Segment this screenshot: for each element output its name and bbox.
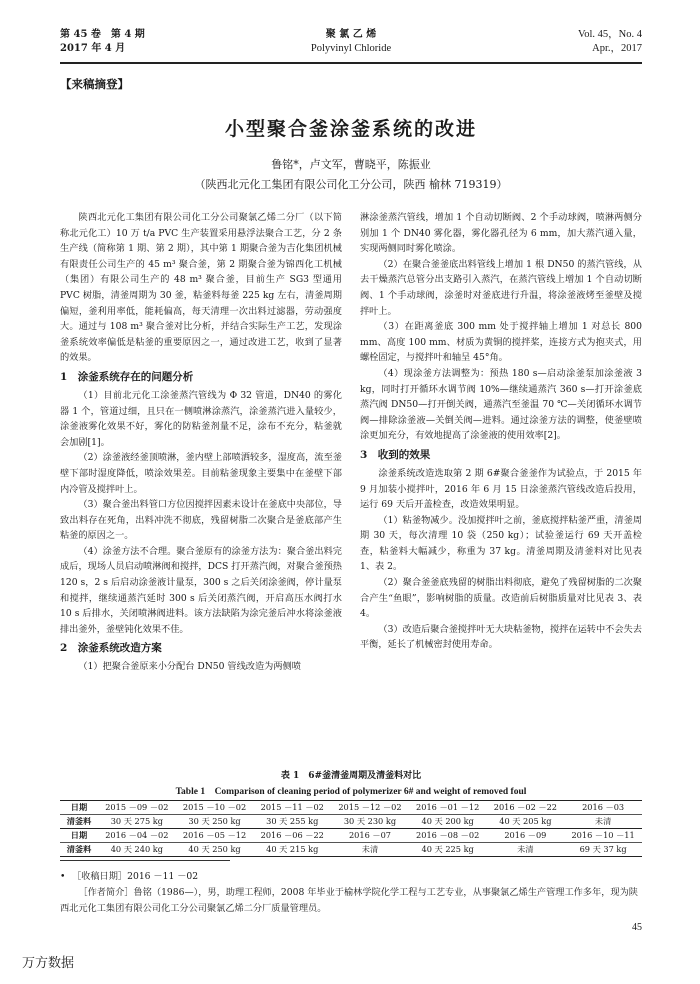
table-cell: 30 天 255 kg bbox=[253, 815, 331, 829]
table-cell: 未清 bbox=[564, 815, 642, 829]
running-header bbox=[60, 28, 642, 64]
section-heading-3: 3 收到的效果 bbox=[360, 448, 431, 461]
received-text: ［收稿日期］2016 －11 －02 bbox=[72, 871, 199, 882]
table-cell: 未清 bbox=[487, 843, 565, 857]
table-cell: 40 天 215 kg bbox=[253, 843, 331, 857]
article-affiliation: （陕西北元化工集团有限公司化工分公司，陕西 榆林 719319） bbox=[194, 178, 508, 191]
table-cell: 30 天 230 kg bbox=[331, 815, 409, 829]
footnote bbox=[60, 860, 642, 917]
header-center bbox=[60, 28, 642, 56]
table-cell: 2016 －10 －11 bbox=[564, 829, 642, 843]
table-cell: 2016 －06 －22 bbox=[253, 829, 331, 843]
cleaning-table bbox=[60, 800, 642, 857]
volume-en: Vol. 45，No. 4 bbox=[578, 29, 642, 40]
table-cell: 2016 －09 bbox=[487, 829, 565, 843]
table-cell: 2016 －08 －02 bbox=[409, 829, 487, 843]
row-label-weight: 清釜料 bbox=[60, 815, 98, 829]
table-cell: 2016 －04 －02 bbox=[98, 829, 176, 843]
article-authors: 鲁铭*，卢文军，曹晓平，陈振业 bbox=[271, 158, 431, 171]
table-cell: 40 天 250 kg bbox=[176, 843, 254, 857]
row-label-date: 日期 bbox=[60, 829, 98, 843]
table-cell: 30 天 275 kg bbox=[98, 815, 176, 829]
page-number: 45 bbox=[632, 922, 642, 933]
table-cell: 2015 －10 －02 bbox=[176, 801, 254, 815]
table-caption-en: Table 1 Comparison of cleaning period of polymerizer 6# and weight of removed foul bbox=[175, 787, 527, 797]
table-row bbox=[60, 829, 642, 843]
table-cell: 40 天 225 kg bbox=[409, 843, 487, 857]
header-right bbox=[578, 28, 642, 56]
volume-issue: 第 45 卷 第 4 期 bbox=[60, 29, 145, 40]
table-cell: 未清 bbox=[331, 843, 409, 857]
paragraph: （4）现涂釜方法调整为：预热 180 s—启动涂釜泵加涂釜液 3 kg，同时打开循环水调节阀 10%—继续通蒸汽 360 s—打开涂釜底蒸汽阀 DN50—打开倒关阀，通蒸汽至釜温 70 ℃—关闭循环水调节阀—排除涂釜液—关倒关阀—进料。通过涂釜方法的调整，使釜壁喷涂更加充分，有效地提高了涂釜液的使用效率[2]。 bbox=[360, 367, 642, 442]
left-column bbox=[60, 210, 342, 675]
table-cell: 40 天 240 kg bbox=[98, 843, 176, 857]
table-cell: 2015 －11 －02 bbox=[253, 801, 331, 815]
table-cell: 2016 －03 bbox=[564, 801, 642, 815]
bullet-icon: • bbox=[60, 871, 66, 882]
author-bio: ［作者简介］鲁铭（1986—），男，助理工程师，2008 年毕业于榆林学院化学工程与工艺专业，从事聚氯乙烯生产管理工作多年，现为陕西北元化工集团有限公司化工分公司聚氯乙烯二分厂质量管理员。 bbox=[60, 887, 638, 914]
footnote-rule bbox=[60, 860, 230, 861]
section-heading-1: 1 涂釜系统存在的问题分析 bbox=[60, 370, 194, 383]
table-cell: 2016 －02 －22 bbox=[487, 801, 565, 815]
paragraph: （2）涂釜液经釜顶喷淋，釜内壁上部喷洒较多，湿度高，流至釜壁下部时湿度降低，喷涂效果差。目前粘釜现象主要集中在釜壁下部内冷管及搅拌叶上。 bbox=[60, 452, 342, 495]
table-row bbox=[60, 801, 642, 815]
table-cell: 2015 －09 －02 bbox=[98, 801, 176, 815]
received-date bbox=[60, 869, 642, 885]
table-cell: 2016 －07 bbox=[331, 829, 409, 843]
right-column bbox=[360, 210, 642, 653]
section-tag: 【来稿摘登】 bbox=[60, 77, 129, 91]
table-cell: 40 天 200 kg bbox=[409, 815, 487, 829]
table-row bbox=[60, 843, 642, 857]
table-cell: 2016 －05 －12 bbox=[176, 829, 254, 843]
header-rule bbox=[60, 62, 642, 64]
table-cell: 2015 －12 －02 bbox=[331, 801, 409, 815]
paragraph: （3）在距离釜底 300 mm 处于搅拌轴上增加 1 对总长 800 mm、高度 100 mm、材质为黄铜的搅拌桨，连接方式为抱夹式，用螺栓固定，与搅拌叶和轴呈 45°角。 bbox=[360, 321, 642, 364]
table-caption-cn: 表 1 6#釜清釜周期及清釜料对比 bbox=[280, 771, 422, 781]
paragraph: （1）粘釜物减少。没加搅拌叶之前，釜底搅拌粘釜严重，清釜周期 30 天，每次清理 10 袋（250 kg）；试验釜运行 69 天开盖检查，粘釜料大幅减少，称重为 37 kg。清釜周期及清釜料对比见表 1、表 2。 bbox=[360, 514, 642, 573]
row-label-weight: 清釜料 bbox=[60, 843, 98, 857]
section-heading-2: 2 涂釜系统改造方案 bbox=[60, 642, 162, 655]
paragraph: （2）聚合釜釜底残留的树脂出料彻底，避免了残留树脂的二次聚合产生“鱼眼”，影响树脂的质量。改造前后树脂质量对比见表 3、表 4。 bbox=[360, 577, 642, 620]
journal-name-cn: 聚 氯 乙 烯 bbox=[325, 29, 377, 40]
paragraph: 涂釜系统改造选取第 2 期 6#聚合釜釜作为试验点，于 2015 年 9 月加装小搅拌叶，2016 年 6 月 15 日涂釜蒸汽管线改造后投用，运行 69 天后开盖检查，改造效果明显。 bbox=[360, 467, 642, 511]
paragraph: 淋涂釜蒸汽管线，增加 1 个自动切断阀、2 个手动球阀，喷淋两侧分别加 1 个 DN40 雾化器，雾化器孔径为 6 mm，加大蒸汽通入量，实现两侧同时雾化喷涂。 bbox=[360, 212, 642, 255]
paragraph: （3）改造后聚合釜搅拌叶无大块粘釜物，搅拌在运转中不会失去平衡，延长了机械密封使用寿命。 bbox=[360, 623, 642, 651]
paragraph: （1）目前北元化工涂釜蒸汽管线为 Φ 32 管道，DN40 的雾化器 1 个，管道过细，且只在一侧喷淋涂蒸汽，涂釜蒸汽进入量较少，涂釜液雾化效果不好，雾化的防粘釜剂量不足，涂布不充分，粘釜就会加剧[1]。 bbox=[60, 389, 342, 448]
table-row bbox=[60, 815, 642, 829]
article-title: 小型聚合釜涂釜系统的改进 bbox=[224, 118, 477, 140]
table-cell: 69 天 37 kg bbox=[564, 843, 642, 857]
watermark-text: 万方数据 bbox=[22, 956, 75, 971]
table-cell: 40 天 205 kg bbox=[487, 815, 565, 829]
table-cell: 2016 －01 －12 bbox=[409, 801, 487, 815]
date-en: Apr.，2017 bbox=[592, 43, 642, 54]
issue-date: 2017 年 4 月 bbox=[60, 43, 126, 54]
row-label-date: 日期 bbox=[60, 801, 98, 815]
paragraph: （4）涂釜方法不合理。聚合釜原有的涂釜方法为：聚合釜出料完成后，现场人员启动喷淋阀和搅拌，DCS 打开蒸汽阀，对聚合釜预热 120 s，2 s 后启动涂釜液计量泵，300 s 之后关闭涂釜阀，停计量泵和搅拌，继续通蒸汽延时 300 s 后关闭蒸汽阀，开启高压水阀打水 10 s 后排水，关闭喷淋阀进料。该方法缺陷为涂完釜后冲水将涂釜液排出釜外，釜壁钝化效果不佳。 bbox=[60, 545, 342, 635]
paragraph: （1）把聚合釜原来小分配台 DN50 管线改造为两侧喷 bbox=[78, 661, 301, 673]
paragraph: （3）聚合釜出料管口方位因搅拌因素未设计在釜底中央部位，导致出料存在死角，出料冲洗不彻底，残留树脂二次聚合是釜底部产生粘釜的原因之一。 bbox=[60, 499, 342, 542]
intro-paragraph: 陕西北元化工集团有限公司化工分公司聚氯乙烯二分厂（以下简称北元化工）10 万 t/a PVC 生产装置采用悬浮法聚合工艺，分 2 条生产线（简称第 1 期、第 2 期），其中第 1 期聚合釜为吉化集团机械有限责任公司生产的 45 m³ 聚合釜，第 2 期聚合釜为锦西化工机械（集团）有限公司生产的 48 m³ 聚合釜，目前生产 SG3 型通用 PVC 树脂，清釜周期为 30 釜，粘釜料每釜 225 kg 左右，清釜周期偏短，釜利用率低，能耗偏高，每天清理一次出料过滤器，劳动强度大。通过与 108 m³ 聚合釜对比分析，并结合实际生产工艺，发现涂釜系统效率偏低是粘釜的重要原因之一，通过改进工艺，收到了显著的效果。 bbox=[60, 212, 342, 364]
paragraph: （2）在聚合釜釜底出料管线上增加 1 根 DN50 的蒸汽管线，从去干燥蒸汽总管分出支路引入蒸汽，在蒸汽管线上增加 1 个自动切断阀、1 个手动球阀，涂釜时对釜底进行升温，将涂釜液烤至釜壁及搅拌叶上。 bbox=[360, 258, 642, 317]
journal-name-en: Polyvinyl Chloride bbox=[310, 43, 392, 54]
table-cell: 30 天 250 kg bbox=[176, 815, 254, 829]
